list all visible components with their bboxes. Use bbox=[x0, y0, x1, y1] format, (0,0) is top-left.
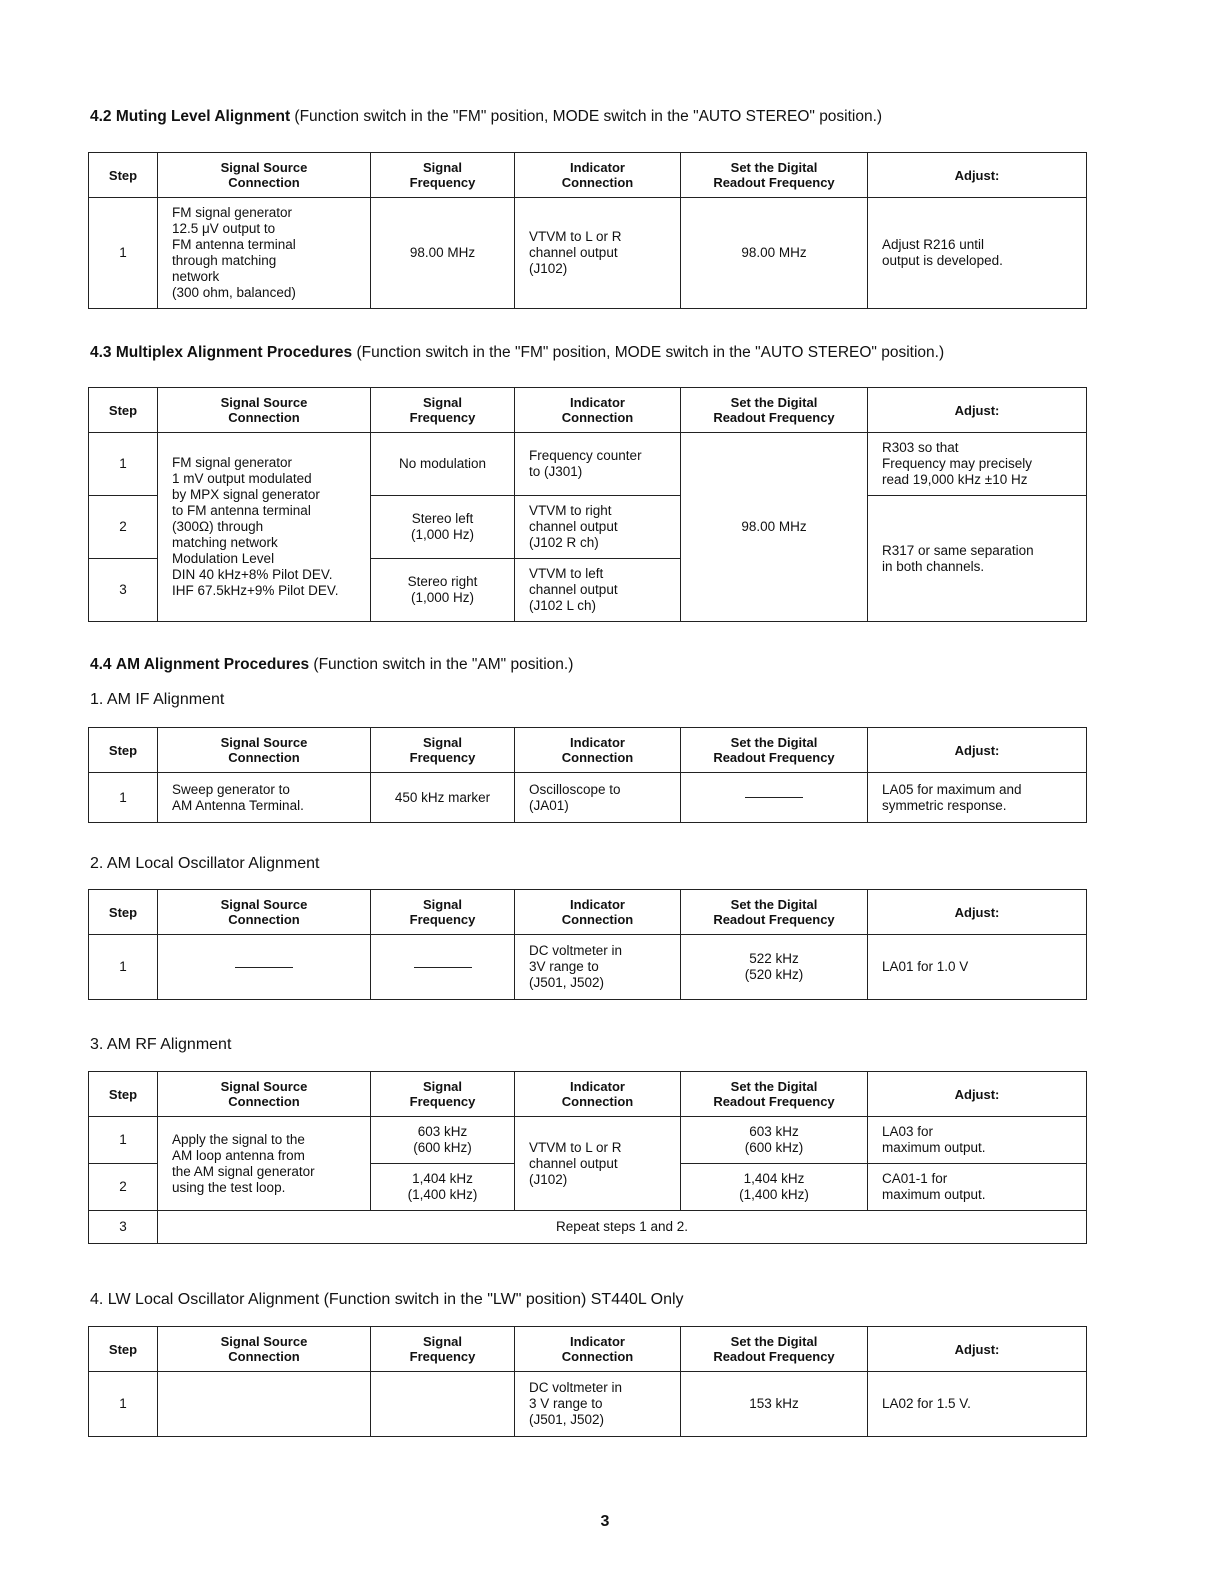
adjust-cell: R317 or same separation in both channels. bbox=[868, 496, 1087, 622]
lw-local-oscillator-table bbox=[88, 1326, 1087, 1437]
step-cell: 1 bbox=[89, 198, 158, 309]
adjust-cell: LA01 for 1.0 V bbox=[868, 935, 1087, 1000]
table-row bbox=[89, 1117, 1087, 1164]
source-cell bbox=[158, 1372, 371, 1437]
step-header: Step bbox=[89, 388, 158, 433]
step-cell: 2 bbox=[89, 1164, 158, 1211]
indicator-cell: VTVM to left channel output (J102 L ch) bbox=[515, 559, 681, 622]
adjust-header: Adjust: bbox=[868, 728, 1087, 773]
section-title: Muting Level Alignment bbox=[115, 108, 291, 125]
source-header: Signal Source Connection bbox=[158, 1072, 371, 1117]
section-4-2-heading bbox=[90, 108, 882, 126]
readout-cell: 98.00 MHz bbox=[681, 433, 868, 622]
frequency-cell: Stereo right (1,000 Hz) bbox=[371, 559, 515, 622]
adjust-header: Adjust: bbox=[868, 153, 1087, 198]
am-local-oscillator-table bbox=[88, 889, 1087, 1000]
indicator-cell: VTVM to L or R channel output (J102) bbox=[515, 198, 681, 309]
frequency-header: Signal Frequency bbox=[371, 388, 515, 433]
source-cell bbox=[158, 935, 371, 1000]
header-row bbox=[89, 1327, 1087, 1372]
indicator-header: Indicator Connection bbox=[515, 388, 681, 433]
step-cell: 2 bbox=[89, 496, 158, 559]
frequency-cell bbox=[371, 935, 515, 1000]
am-if-heading: 1. AM IF Alignment bbox=[90, 691, 225, 708]
table-row bbox=[89, 1211, 1087, 1244]
frequency-header: Signal Frequency bbox=[371, 890, 515, 935]
frequency-cell: Stereo left (1,000 Hz) bbox=[371, 496, 515, 559]
muting-level-table bbox=[88, 152, 1087, 309]
section-number: 4.2 bbox=[90, 108, 112, 125]
am-local-oscillator-heading: 2. AM Local Oscillator Alignment bbox=[90, 855, 320, 872]
header-row bbox=[89, 890, 1087, 935]
source-header: Signal Source Connection bbox=[158, 890, 371, 935]
indicator-cell: VTVM to L or R channel output (J102) bbox=[515, 1117, 681, 1211]
section-condition: (Function switch in the "FM" position, MODE switch in the "AUTO STEREO" position.) bbox=[294, 108, 883, 125]
step-cell: 3 bbox=[89, 1211, 158, 1244]
source-header: Signal Source Connection bbox=[158, 153, 371, 198]
indicator-header: Indicator Connection bbox=[515, 1327, 681, 1372]
readout-cell: 1,404 kHz (1,400 kHz) bbox=[681, 1164, 868, 1211]
header-row bbox=[89, 153, 1087, 198]
source-header: Signal Source Connection bbox=[158, 388, 371, 433]
section-condition: (Function switch in the "AM" position.) bbox=[313, 656, 574, 673]
indicator-header: Indicator Connection bbox=[515, 728, 681, 773]
am-rf-heading: 3. AM RF Alignment bbox=[90, 1036, 232, 1053]
adjust-cell: LA03 for maximum output. bbox=[868, 1117, 1087, 1164]
indicator-header: Indicator Connection bbox=[515, 1072, 681, 1117]
readout-cell: 153 kHz bbox=[681, 1372, 868, 1437]
frequency-cell: 1,404 kHz (1,400 kHz) bbox=[371, 1164, 515, 1211]
indicator-cell: DC voltmeter in 3 V range to (J501, J502) bbox=[515, 1372, 681, 1437]
adjust-cell: CA01-1 for maximum output. bbox=[868, 1164, 1087, 1211]
step-cell: 1 bbox=[89, 935, 158, 1000]
frequency-header: Signal Frequency bbox=[371, 153, 515, 198]
readout-header: Set the Digital Readout Frequency bbox=[681, 388, 868, 433]
dash-mark bbox=[414, 967, 472, 968]
indicator-cell: Frequency counter to (J301) bbox=[515, 433, 681, 496]
readout-cell: 98.00 MHz bbox=[681, 198, 868, 309]
frequency-cell bbox=[371, 1372, 515, 1437]
step-header: Step bbox=[89, 728, 158, 773]
readout-header: Set the Digital Readout Frequency bbox=[681, 1072, 868, 1117]
frequency-cell: 98.00 MHz bbox=[371, 198, 515, 309]
section-4-3-heading bbox=[90, 344, 944, 362]
am-if-table bbox=[88, 727, 1087, 823]
frequency-cell: No modulation bbox=[371, 433, 515, 496]
adjust-cell: Adjust R216 until output is developed. bbox=[868, 198, 1087, 309]
source-cell: Sweep generator to AM Antenna Terminal. bbox=[158, 773, 371, 823]
frequency-header: Signal Frequency bbox=[371, 1327, 515, 1372]
readout-header: Set the Digital Readout Frequency bbox=[681, 728, 868, 773]
readout-cell: 603 kHz (600 kHz) bbox=[681, 1117, 868, 1164]
note-cell: Repeat steps 1 and 2. bbox=[158, 1211, 1087, 1244]
step-cell: 1 bbox=[89, 1372, 158, 1437]
indicator-header: Indicator Connection bbox=[515, 890, 681, 935]
table-row bbox=[89, 198, 1087, 309]
step-cell: 1 bbox=[89, 433, 158, 496]
header-row bbox=[89, 1072, 1087, 1117]
table-row bbox=[89, 1372, 1087, 1437]
section-condition: (Function switch in the "FM" position, MODE switch in the "AUTO STEREO" position.) bbox=[356, 344, 945, 361]
adjust-cell: LA02 for 1.5 V. bbox=[868, 1372, 1087, 1437]
indicator-cell: VTVM to right channel output (J102 R ch) bbox=[515, 496, 681, 559]
adjust-header: Adjust: bbox=[868, 388, 1087, 433]
table-row bbox=[89, 935, 1087, 1000]
header-row bbox=[89, 728, 1087, 773]
readout-header: Set the Digital Readout Frequency bbox=[681, 1327, 868, 1372]
readout-header: Set the Digital Readout Frequency bbox=[681, 890, 868, 935]
section-4-4-heading bbox=[90, 656, 573, 674]
section-number: 4.3 bbox=[90, 344, 112, 361]
indicator-header: Indicator Connection bbox=[515, 153, 681, 198]
adjust-cell: LA05 for maximum and symmetric response. bbox=[868, 773, 1087, 823]
frequency-cell: 450 kHz marker bbox=[371, 773, 515, 823]
section-title: Multiplex Alignment Procedures bbox=[115, 344, 353, 361]
step-header: Step bbox=[89, 1327, 158, 1372]
readout-header: Set the Digital Readout Frequency bbox=[681, 153, 868, 198]
adjust-cell: R303 so that Frequency may precisely read 19,000 kHz ±10 Hz bbox=[868, 433, 1087, 496]
dash-mark bbox=[745, 797, 803, 798]
table-row bbox=[89, 433, 1087, 496]
source-header: Signal Source Connection bbox=[158, 1327, 371, 1372]
am-rf-table bbox=[88, 1071, 1087, 1244]
source-cell: Apply the signal to the AM loop antenna from the AM signal generator using the test loop. bbox=[158, 1117, 371, 1211]
dash-mark bbox=[235, 967, 293, 968]
section-number: 4.4 bbox=[90, 656, 112, 673]
frequency-header: Signal Frequency bbox=[371, 728, 515, 773]
step-header: Step bbox=[89, 1072, 158, 1117]
step-header: Step bbox=[89, 153, 158, 198]
frequency-header: Signal Frequency bbox=[371, 1072, 515, 1117]
step-cell: 3 bbox=[89, 559, 158, 622]
step-header: Step bbox=[89, 890, 158, 935]
readout-cell: 522 kHz (520 kHz) bbox=[681, 935, 868, 1000]
lw-local-oscillator-heading: 4. LW Local Oscillator Alignment (Function switch in the "LW" position) ST440L Only bbox=[90, 1291, 684, 1308]
indicator-cell: DC voltmeter in 3V range to (J501, J502) bbox=[515, 935, 681, 1000]
multiplex-table bbox=[88, 387, 1087, 622]
indicator-cell: Oscilloscope to (JA01) bbox=[515, 773, 681, 823]
header-row bbox=[89, 388, 1087, 433]
source-header: Signal Source Connection bbox=[158, 728, 371, 773]
source-cell: FM signal generator 1 mV output modulated by MPX signal generator to FM antenna terminal (300Ω) through matching network Modulation Level DIN 40 kHz+8% Pilot DEV. IHF 67.5kHz+9% Pilot DEV. bbox=[158, 433, 371, 622]
source-cell: FM signal generator 12.5 μV output to FM antenna terminal through matching network (300 ohm, balanced) bbox=[158, 198, 371, 309]
page-number: 3 bbox=[600, 1513, 610, 1530]
table-row bbox=[89, 773, 1087, 823]
frequency-cell: 603 kHz (600 kHz) bbox=[371, 1117, 515, 1164]
adjust-header: Adjust: bbox=[868, 1327, 1087, 1372]
readout-cell bbox=[681, 773, 868, 823]
adjust-header: Adjust: bbox=[868, 1072, 1087, 1117]
step-cell: 1 bbox=[89, 773, 158, 823]
section-title: AM Alignment Procedures bbox=[115, 656, 310, 673]
adjust-header: Adjust: bbox=[868, 890, 1087, 935]
step-cell: 1 bbox=[89, 1117, 158, 1164]
